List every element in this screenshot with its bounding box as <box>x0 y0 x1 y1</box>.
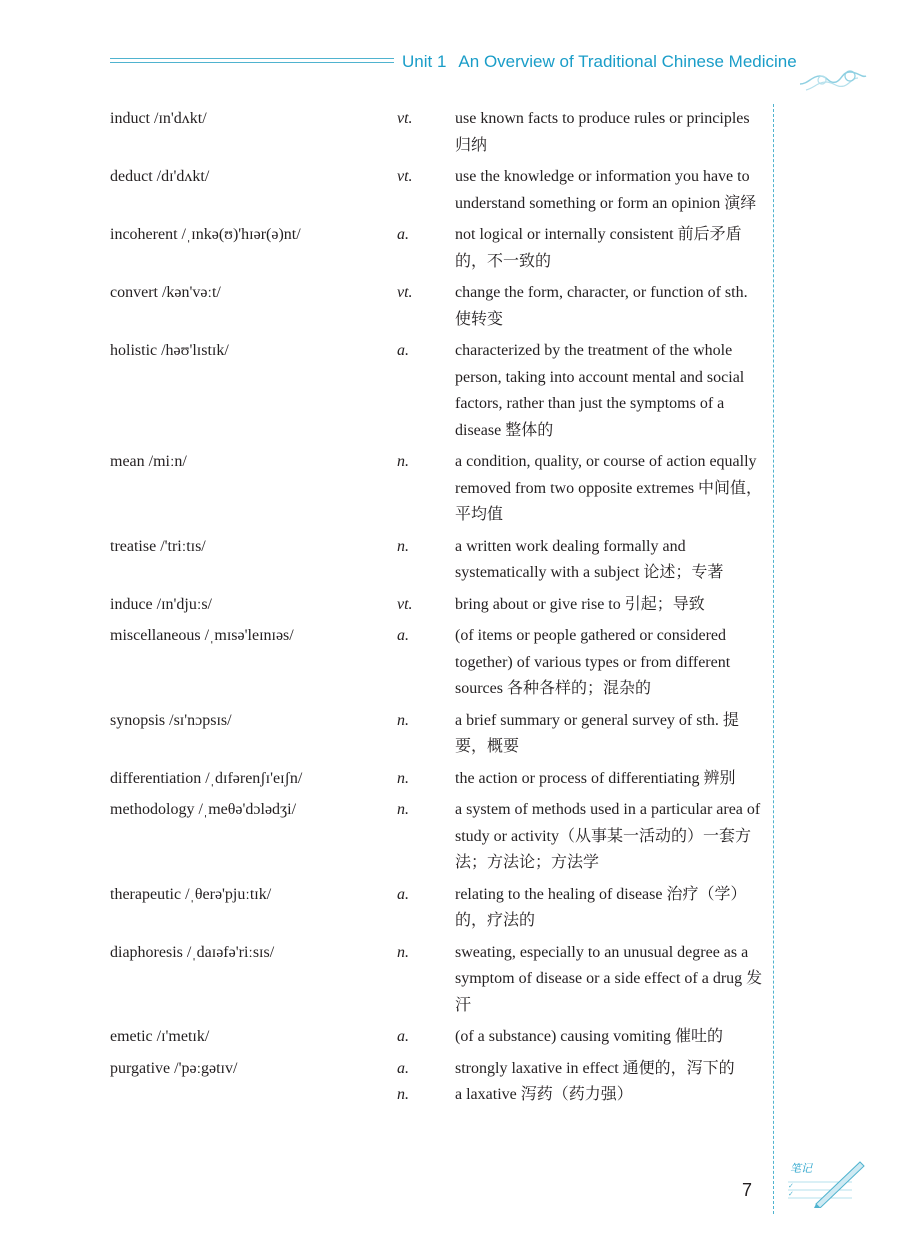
entry-definition: characterized by the treatment of the whole person, taking into account mental and social factors, rather than just the symptoms of a disease 整体的 <box>455 342 745 439</box>
entry-word: methodology /ˌmeθə'dɔlədʒi/ <box>110 801 297 818</box>
svg-text:✓: ✓ <box>788 1182 794 1190</box>
entry-word: mean /miːn/ <box>110 453 187 470</box>
vocab-entry <box>110 592 770 619</box>
entry-definition: use known facts to produce rules or principles 归纳 <box>455 110 750 154</box>
entry-definition: strongly laxative in effect 通便的，泻下的 <box>455 1059 735 1077</box>
vocab-entry <box>110 940 770 1020</box>
vocab-entry <box>110 164 770 217</box>
entry-word: convert /kən'vəːt/ <box>110 284 221 301</box>
entry-word: therapeutic /ˌθerə'pjuːtɪk/ <box>110 885 272 903</box>
entry-pos: vt. <box>397 595 413 613</box>
entry-word: synopsis /sɪ'nɔpsɪs/ <box>110 711 232 729</box>
entry-word: differentiation /ˌdɪfərenʃɪ'eɪʃn/ <box>110 769 303 787</box>
entry-definition: (of a substance) causing vomiting 催吐的 <box>455 1028 723 1045</box>
entry-pos: a. <box>397 342 409 359</box>
notes-label: 笔记 <box>790 1162 812 1175</box>
page-number: 7 <box>742 1180 753 1200</box>
entry-pos: n. <box>397 769 409 787</box>
entry-pos: n. <box>397 453 409 470</box>
entry-word: holistic /həʊ'lɪstɪk/ <box>110 342 229 359</box>
entry-definition: a system of methods used in a particular area of study or activity（从事某一活动的）一套方法；方法论；方法学 <box>455 801 761 871</box>
entry-pos: vt. <box>397 284 413 301</box>
entry-word: induce /ɪn'djuːs/ <box>110 595 212 613</box>
vocab-entry <box>110 1024 770 1051</box>
entry-word: miscellaneous /ˌmɪsə'leɪnɪəs/ <box>110 627 294 644</box>
entry-word: treatise /'triːtɪs/ <box>110 537 206 555</box>
entry-word: induct /ɪn'dʌkt/ <box>110 110 207 127</box>
entry-word: purgative /'pəːgətɪv/ <box>110 1059 238 1077</box>
entry-pos: a. <box>397 1028 409 1045</box>
unit-title: An Overview of Traditional Chinese Medicine <box>458 52 797 71</box>
entry-pos: n. <box>397 801 409 818</box>
running-header <box>402 52 797 72</box>
vocab-entry <box>110 449 770 529</box>
entry-definition: (of items or people gathered or considered together) of various types or from different sources 各种各样的；混杂的 <box>455 627 731 697</box>
entry-pos: a. <box>397 627 409 644</box>
svg-text:✓: ✓ <box>788 1190 794 1198</box>
entry-pos: n. <box>397 943 409 961</box>
vocab-entry <box>110 882 770 935</box>
entry-definition: a condition, quality, or course of action equally removed from two opposite extremes 中间值，平均值 <box>455 453 763 523</box>
entry-definition: change the form, character, or function of sth. 使转变 <box>455 284 748 328</box>
vocab-entry <box>110 797 770 877</box>
entry-word: deduct /dɪ'dʌkt/ <box>110 168 210 185</box>
vocab-entry <box>110 623 770 703</box>
entry-pos: a. <box>397 885 409 903</box>
vocabulary-list <box>110 106 770 1114</box>
entry-definition: a laxative 泻药（药力强） <box>455 1086 633 1103</box>
vocab-entry <box>110 280 770 333</box>
entry-pos: vt. <box>397 110 413 127</box>
entry-word: emetic /ɪ'metɪk/ <box>110 1028 210 1045</box>
entry-pos: a. <box>397 1059 409 1077</box>
notes-pen-icon <box>786 1158 866 1208</box>
vocab-entry <box>110 766 770 793</box>
entry-pos: a. <box>397 226 409 243</box>
unit-label: Unit 1 <box>402 52 447 71</box>
entry-pos: vt. <box>397 168 413 185</box>
entry-pos: n. <box>397 711 409 729</box>
vocab-entry <box>110 222 770 275</box>
entry-pos: n. <box>397 1086 409 1103</box>
notes-column-divider <box>773 104 774 1214</box>
vocab-entry <box>110 1056 770 1109</box>
entry-sense <box>397 1082 765 1109</box>
entry-pos: n. <box>397 537 409 555</box>
vocab-entry <box>110 708 770 761</box>
entry-definition: the action or process of differentiating 辨别 <box>455 769 736 787</box>
entry-word: diaphoresis /ˌdaɪəfə'riːsɪs/ <box>110 943 275 961</box>
entry-definition: not logical or internally consistent 前后矛盾的，不一致的 <box>455 226 742 270</box>
entry-definition: a written work dealing formally and systematically with a subject 论述；专著 <box>455 537 724 581</box>
entry-word: incoherent /ˌɪnkə(ʊ)'hɪər(ə)nt/ <box>110 226 301 243</box>
entry-definition: bring about or give rise to 引起；导致 <box>455 595 705 613</box>
cloud-ornament-icon <box>798 62 868 94</box>
entry-definition: use the knowledge or information you have to understand something or form an opinion 演绎 <box>455 168 757 212</box>
vocab-entry <box>110 106 770 159</box>
vocab-entry <box>110 338 770 444</box>
header-rule <box>110 58 394 68</box>
vocab-entry <box>110 534 770 587</box>
entry-definition: sweating, especially to an unusual degree as a symptom of disease or a side effect of a drug 发汗 <box>455 943 763 1014</box>
entry-sense <box>397 1056 765 1083</box>
entry-definition: relating to the healing of disease 治疗（学）的，疗法的 <box>455 885 747 929</box>
entry-definition: a brief summary or general survey of sth. 提要，概要 <box>455 711 739 755</box>
